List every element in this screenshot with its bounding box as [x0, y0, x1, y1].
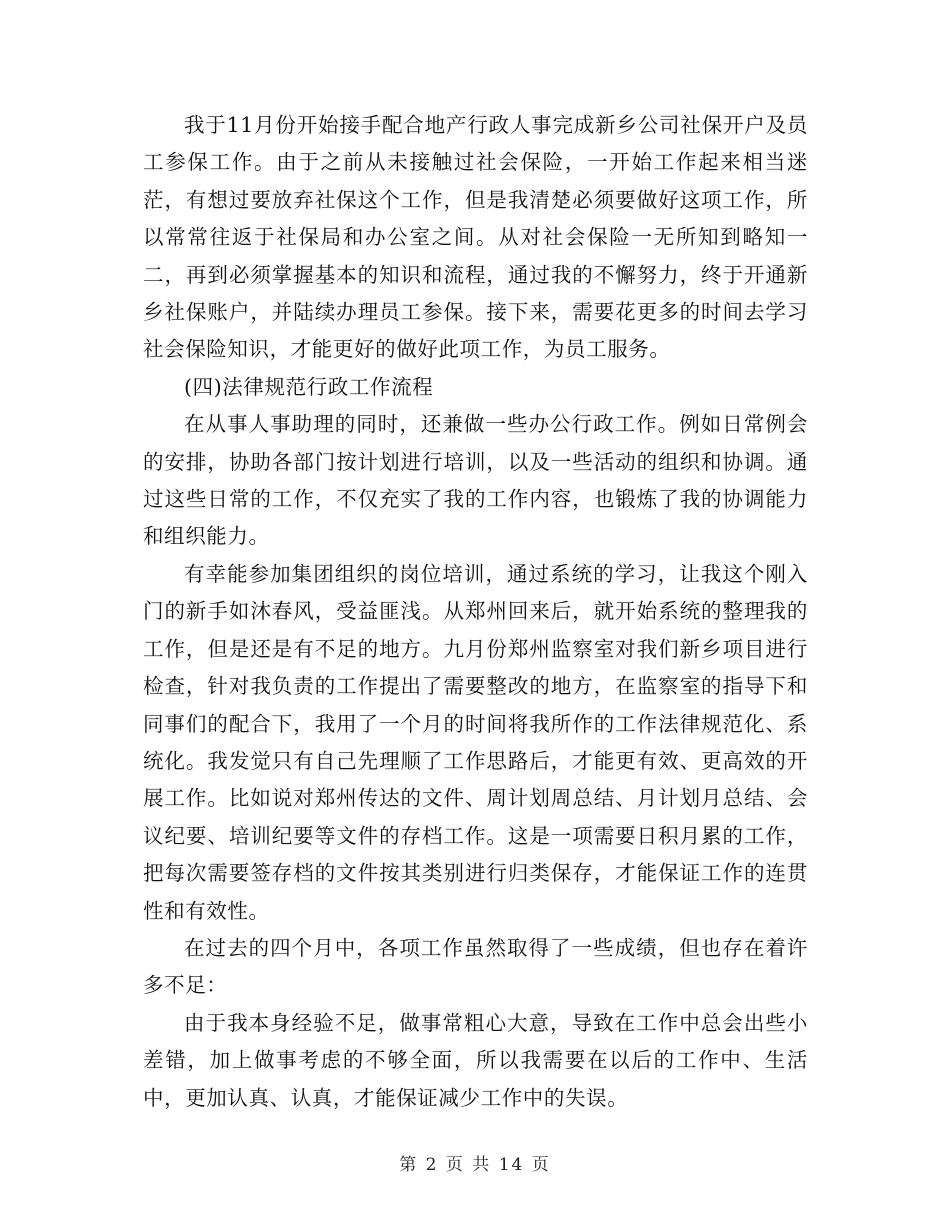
document-body — [143, 107, 808, 1117]
paragraph-shortcomings-detail: 由于我本身经验不足，做事常粗心大意，导致在工作中总会出些小差错，加上做事考虑的不够全面，所以我需要在以后的工作中、生活中，更加认真、认真，才能保证减少工作中的失误。 — [143, 1010, 808, 1110]
section-heading-legal-workflow: (四)法律规范行政工作流程 — [184, 374, 434, 399]
paragraph-admin-work: 在从事人事助理的同时，还兼做一些办公行政工作。例如日常例会的安排，协助各部门按计划进行培训，以及一些活动的组织和协调。通过这些日常的工作，不仅充实了我的工作内容，也锻炼了我的协调能力和组织能力。 — [143, 412, 808, 549]
paragraph-shortcomings-intro: 在过去的四个月中，各项工作虽然取得了一些成绩，但也存在着许多不足： — [143, 935, 808, 998]
page-number-footer: 第 2 页 共 14 页 — [399, 1155, 551, 1175]
paragraph-social-insurance: 我于11月份开始接手配合地产行政人事完成新乡公司社保开户及员工参保工作。由于之前从未接触过社会保险，一开始工作起来相当迷茫，有想过要放弃社保这个工作，但是我清楚必须要做好这项工作，所以常常往返于社保局和办公室之间。从对社会保险一无所知到略知一二，再到必须掌握基本的知识和流程，通过我的不懈努力，终于开通新乡社保账户，并陆续办理员工参保。接下来，需要花更多的时间去学习社会保险知识，才能更好的做好此项工作，为员工服务。 — [143, 113, 808, 362]
paragraph-training: 有幸能参加集团组织的岗位培训，通过系统的学习，让我这个刚入门的新手如沐春风，受益匪浅。从郑州回来后，就开始系统的整理我的工作，但是还是有不足的地方。九月份郑州监察室对我们新乡项目进行检查，针对我负责的工作提出了需要整改的地方，在监察室的指导下和同事们的配合下，我用了一个月的时间将我所作的工作法律规范化、系统化。我发觉只有自己先理顺了工作思路后，才能更有效、更高效的开展工作。比如说对郑州传达的文件、周计划周总结、月计划月总结、会议纪要、培训纪要等文件的存档工作。这是一项需要日积月累的工作，把每次需要签存档的文件按其类别进行归类保存，才能保证工作的连贯性和有效性。 — [143, 561, 808, 923]
